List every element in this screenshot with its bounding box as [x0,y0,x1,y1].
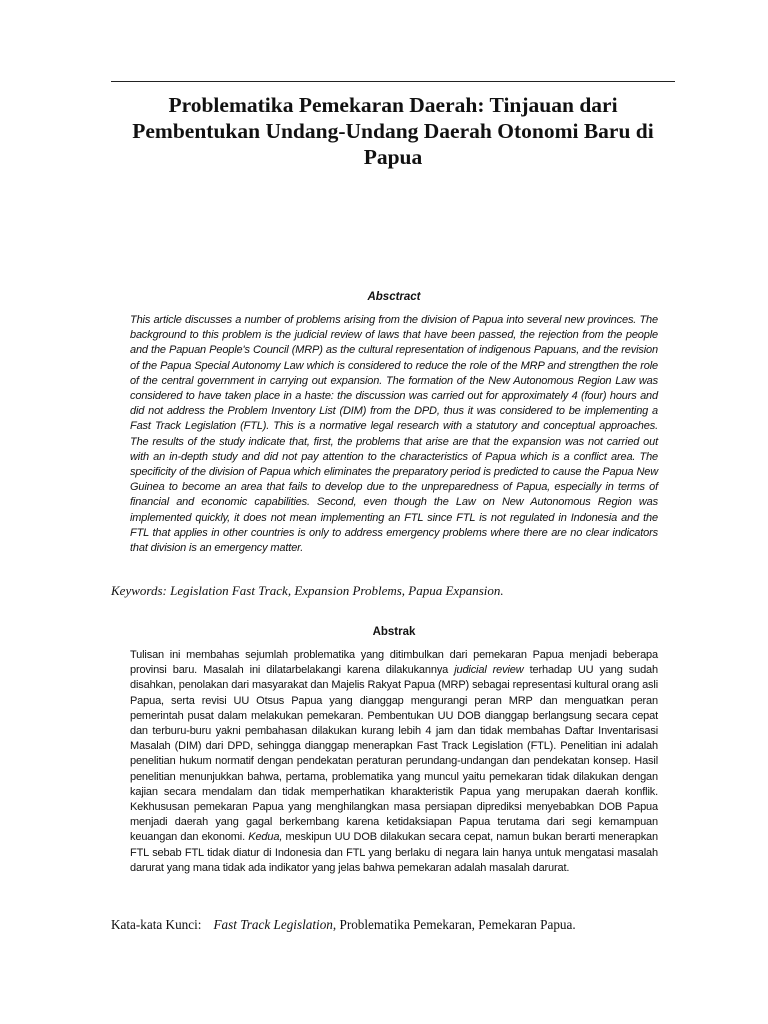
keywords-en: Keywords: Legislation Fast Track, Expansion Problems, Papua Expansion. [111,583,504,598]
abstract-id-italic-term-2: Kedua, [248,831,283,844]
abstract-id-heading: Abstrak [372,626,416,638]
abstract-id-part-3: meskipun UU DOB dilakukan secara cepat, namun bukan berarti menerapkan FTL sebab FTL tidak diatur di Indonesia dan FTL yang berlaku di negara lain hanya untuk mengatasi masalah darurat yang mana tidak ada indikator yang jelas bahwa pemekaran adalah masalah darurat. [130,831,658,874]
abstract-id-part-2: terhadap UU yang sudah disahkan, penolakan dari masyarakat dan Majelis Rakyat Papua (MRP) sebagai representasi kultural orang asli Papua, serta revisi UU Otsus Papua yang dianggap mengurangi peran MRP dan menguatkan peran pemerintah pusat dalam melakukan pemekaran. Pembentukan UU DOB dianggap berlangsung secara cepat dan terburu-buru yakni pembahasan dilakukan kurang lebih 4 jam dan tidak membahas Daftar Inventarisasi Masalah (DIM) dari DPD, sehingga dianggap menerapkan Fast Track Legislation (FTL). Penelitian ini adalah penelitian hukum normatif dengan pendekatan peraturan perundang-undangan dan pendekatan konsep. Hasil penelitian menunjukkan bahwa, pertama, problematika yang muncul yaitu pemekaran tidak dilakukan dengan kajian secara mendalam dan tidak memperhatikan kharakteristik Papua yang merupakan daerah konflik. Kekhususan pemekaran Papua yang menghilangkan masa persiapan diprediksi menyebabkan DOB Papua menjadi daerah yang gagal berkembang karena ketidaksiapan Papua terutama dari segi kemampuan keuangan dan ekonomi. [130,664,658,844]
abstract-id-text [130,648,658,876]
keywords-id-rest: , Problematika Pemekaran, Pemekaran Papua. [332,917,576,932]
abstract-en-heading: Absctract [367,291,421,303]
header-rule [111,81,675,82]
keywords-id-italic: Fast Track Legislation [213,917,333,932]
keywords-id [111,917,691,933]
abstract-id-italic-term-1: judicial review [454,664,524,677]
keywords-id-label: Kata-kata Kunci: [111,917,202,932]
abstract-en-text: This article discusses a number of problems arising from the division of Papua into several new provinces. The background to this problem is the judicial review of laws that have been passed, the rejection from the people and the Papuan People's Council (MRP) as the cultural representation of indigenous Papuans, and the revision of the Papua Special Autonomy Law which is considered to reduce the role of the MRP and strengthen the role of the central government in carrying out expansion. The formation of the New Autonomous Region Law was considered to have taken place in a haste: the discussion was carried out for approximately 4 (four) hours and did not address the Problem Inventory List (DIM) from the DPD, thus it was considered to be implementing a Fast Track Legislation (FTL). This is a normative legal research with a statutory and conceptual approaches. The results of the study indicate that, first, the problems that arise are that the expansion was not carried out with an in-depth study and did not pay attention to the characteristics of Papua which is a conflict area. The specificity of the division of Papua which eliminates the preparatory period is predicted to cause the Papua New Guinea to become an area that fails to develop due to the unpreparedness of Papua, especially in terms of financial and economic capabilities. Second, even though the Law on New Autonomous Region was implemented quickly, it does not mean implementing an FTL since FTL is not regulated in Indonesia and the FTL that applies in other countries is only to address emergency problems where there are no clear indicators that division is an emergency matter. [130,314,658,555]
paper-title: Problematika Pemekaran Daerah: Tinjauan dari Pembentukan Undang-Undang Daerah Otonomi Baru di Papua [132,93,654,169]
abstract-id-part-1: Tulisan ini membahas sejumlah problematika yang ditimbulkan dari pemekaran Papua menjadi beberapa provinsi baru. Masalah ini dilatarbelakangi karena dilakukannya [130,649,658,677]
